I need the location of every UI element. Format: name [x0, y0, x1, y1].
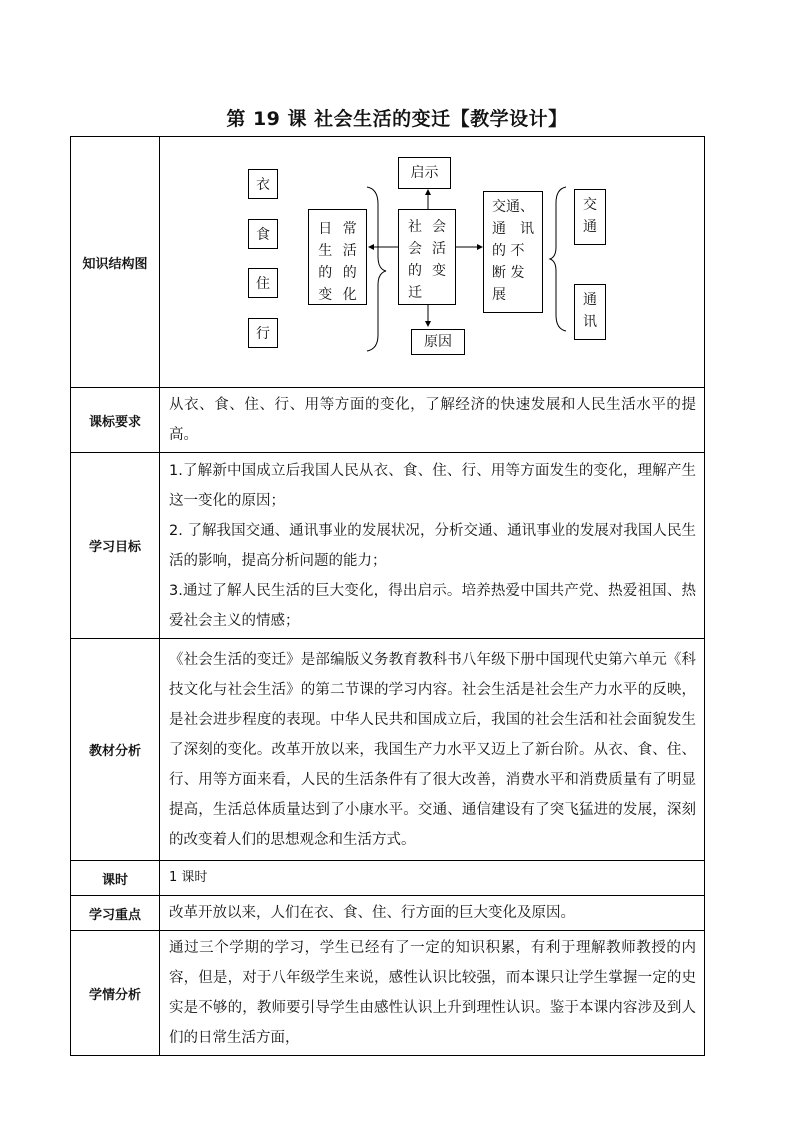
goal-item-1: 1.了解新中国成立后我国人民从衣、食、住、行、用等方面发生的变化，理解产生这一变化的原因；: [169, 462, 696, 509]
right-item-tongxun-text: 通讯: [583, 291, 597, 330]
students-text: 通过三个学期的学习，学生已经有了一定的知识积累，有利于理解教师教授的内容，但是，对于八年级学生来说，感性认识比较强，而本课只让学生掌握一定的史实是不够的，教师要引导学生由感性认识上升到理性认识。鉴于本课内容涉及到人们的日常生活方面，: [160, 931, 705, 1056]
arrow-to-bottom-icon: [425, 321, 431, 327]
left-item-shi: 食: [248, 219, 278, 249]
left-item-yi: 衣: [248, 169, 278, 199]
social-change-box: 社 会 会 活 的 变 迁: [398, 209, 456, 305]
analysis-text: 《社会生活的变迁》是部编版义务教育教科书八年级下册中国现代史第六单元《科技文化与社会生活》的第二节课的学习内容。社会生活是社会生产力水平的反映，是社会进步程度的表现。中华人民共和国成立后，我国的社会生活和社会面貌发生了深刻的变化。改革开放以来，我国生产力水平又迈上了新台阶。从衣、食、住、行、用等方面来看，人民的生活条件有了很大改善，消费水平和消费质量有了明显提高，生活总体质量达到了小康水平。交通、通信建设有了突飞猛进的发展，深刻的改变着人们的思想观念和生活方式。: [160, 639, 705, 861]
top-box-qishi: 启示: [398, 157, 451, 189]
knowledge-structure-diagram: [160, 137, 705, 388]
left-item-zhu: 住: [248, 268, 278, 298]
left-brace: [367, 187, 386, 351]
page-title: 第 19 课 社会生活的变迁【教学设计】: [226, 108, 568, 130]
label-standard: 课标要求: [71, 388, 160, 453]
goal-item-3: 3.通过了解人民生活的巨大变化，得出启示。培养热爱中国共产党、热爱祖国、热爱社会主义的情感；: [169, 582, 696, 629]
goal-item-2: 2. 了解我国交通、通讯事业的发展状况，分析交通、通讯事业的发展对我国人民生活的影响，提高分析问题的能力；: [169, 522, 696, 569]
daily-life-box: 日 常 生 活 的 的 变 化: [308, 209, 367, 305]
transport-telecom-box: 交通、 通 讯 的 不 断 发 展: [483, 191, 543, 313]
arrow-to-top-icon: [425, 189, 431, 195]
label-goals: 学习目标: [71, 453, 160, 639]
left-item-xing: 行: [248, 318, 278, 348]
label-focus: 学习重点: [71, 896, 160, 931]
hours-text: 1 课时: [160, 861, 705, 896]
focus-text: 改革开放以来，人们在衣、食、住、行方面的巨大变化及原因。: [160, 896, 705, 931]
right-item-jiaotong-text: 交通: [583, 196, 597, 235]
bottom-box-yuanyin: 原因: [411, 329, 465, 355]
right-item-tongxun: [574, 284, 606, 340]
goals-content: [160, 453, 705, 639]
right-brace: [550, 187, 566, 331]
arrow-to-daily-icon: [368, 244, 374, 250]
label-analysis: 教材分析: [71, 639, 160, 861]
label-students: 学情分析: [71, 931, 160, 1056]
right-item-jiaotong: [574, 189, 606, 245]
standard-text: 从衣、食、住、行、用等方面的变化，了解经济的快速发展和人民生活水平的提高。: [160, 388, 705, 453]
lesson-plan-table: [70, 136, 705, 1056]
label-structure: 知识结构图: [71, 137, 160, 388]
label-hours: 课时: [71, 861, 160, 896]
